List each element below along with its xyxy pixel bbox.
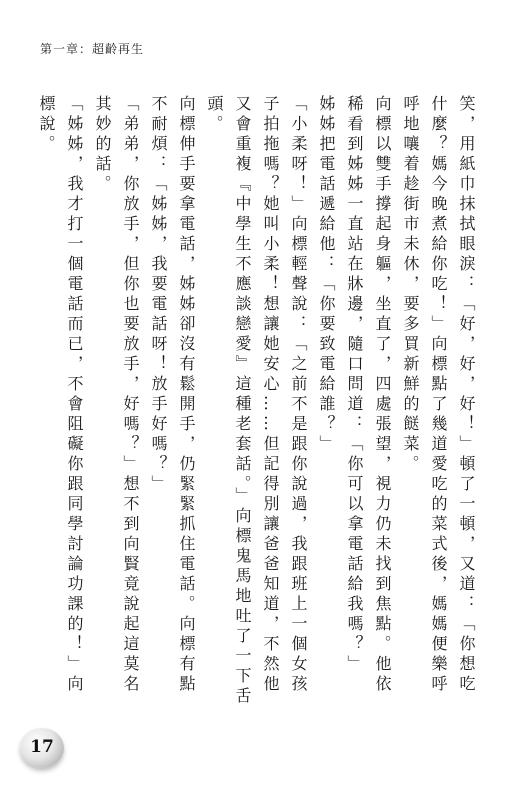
paragraph: 「姊姊，我才打一個電話而已，不會阻礙你跟同學討論功課的！」向標說。: [37, 95, 84, 695]
vertical-text-block: [37, 95, 480, 707]
page-number-badge: [20, 728, 64, 768]
running-head: 第一章：超齡再生: [40, 42, 145, 56]
paragraph: 「弟弟，你放手，但你也要放手，好嗎？」想不到向賢竟說起這莫名其妙的話。: [93, 95, 140, 695]
paragraph: 向標以雙手撐起身軀，坐直了，四處張望，視力仍未找到焦點。他依稀看到姊姊一直站在牀邊，隨口問道：「你可以拿電話給我嗎？」: [345, 95, 392, 695]
paragraph: 笑，用紙巾抹拭眼淚：「好，好，好！」頓了一頓，又道：「你想吃什麼？媽今晚煮給你吃！」向標點了幾道愛吃的菜式後，媽媽便樂呼呼地嚷着趁街市未休，要多買新鮮的餸菜。: [401, 95, 476, 695]
paragraph: 姊姊把電話遞給他：「你要致電給誰？」: [317, 95, 336, 455]
paragraph: 向標伸手要拿電話，姊姊卻沒有鬆開手，仍緊緊抓住電話。向標有點不耐煩：「姊姊，我要電話呀！放手好嗎？」: [149, 95, 196, 695]
paragraph: 「小柔呀！」向標輕聲說：「之前不是跟你說過，我跟班上一個女孩子拍拖嗎？她叫小柔！想讓她安心……但記得別讓爸爸知道，不然他又會重複『中學生不應談戀愛』這種老套話。」向標鬼馬地吐了一下舌頭。: [205, 95, 308, 707]
page-number: 17: [30, 737, 54, 757]
